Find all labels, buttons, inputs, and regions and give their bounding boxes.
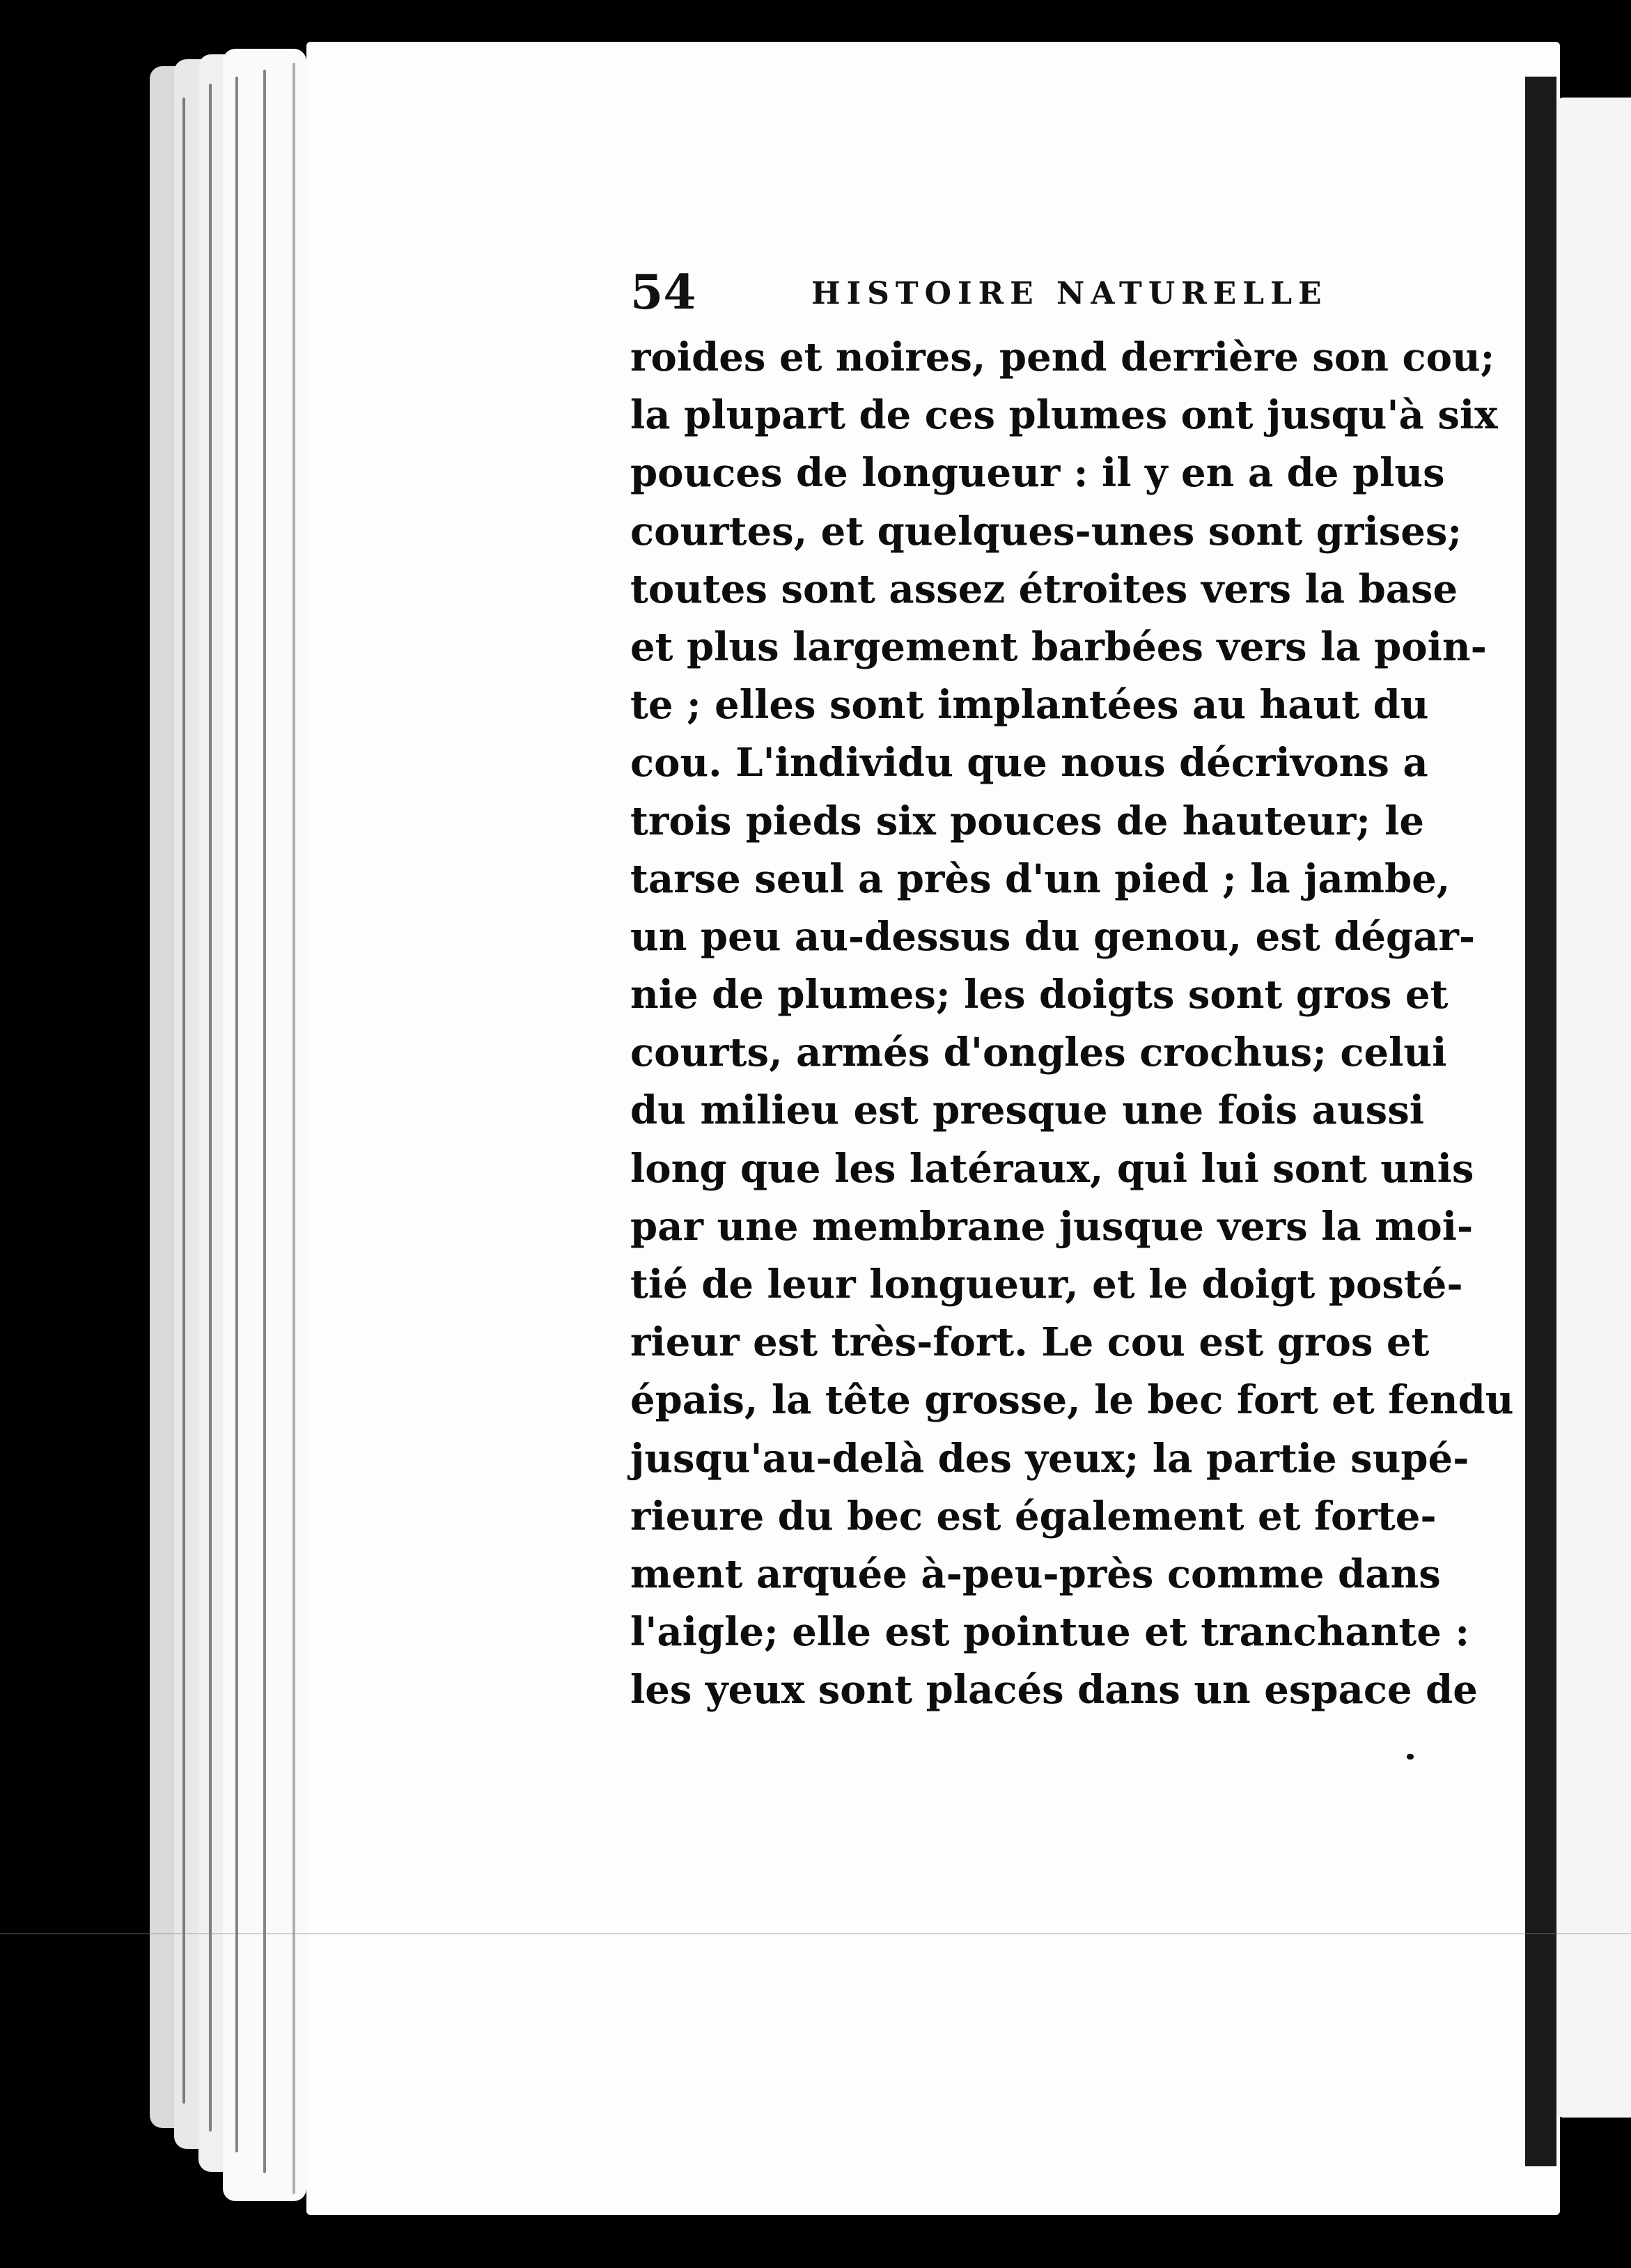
text-line: pouces de longueur : il y en a de plus xyxy=(630,450,1445,497)
text-line: roides et noires, pend derrière son cou; xyxy=(630,334,1495,380)
text-line: l'aigle; elle est pointue et tranchante : xyxy=(630,1609,1470,1656)
body-text xyxy=(630,329,1514,1720)
text-line: trois pieds six pouces de hauteur; le xyxy=(630,798,1424,844)
page-edge-shadow xyxy=(235,77,238,2152)
catchword-mark xyxy=(1407,1754,1414,1760)
facing-page-edge xyxy=(1556,98,1631,2118)
text-line: tié de leur longueur, et le doigt posté- xyxy=(630,1261,1463,1307)
text-line: toutes sont assez étroites vers la base xyxy=(630,566,1458,612)
page-edge-shadow xyxy=(292,63,295,2194)
text-line: ment arquée à-peu-près comme dans xyxy=(630,1551,1441,1597)
text-line: la plupart de ces plumes ont jusqu'à six xyxy=(630,392,1498,439)
text-line: les yeux sont placés dans un espace de xyxy=(630,1667,1478,1714)
binding-gutter xyxy=(1525,77,1556,2166)
text-line: nie de plumes; les doigts sont gros et xyxy=(630,972,1449,1018)
page-edge-shadow xyxy=(182,98,185,2104)
text-line: jusqu'au-delà des yeux; la partie supé- xyxy=(630,1435,1469,1482)
text-line: long que les latéraux, qui lui sont unis xyxy=(630,1145,1474,1192)
text-line: courts, armés d'ongles crochus; celui xyxy=(630,1030,1447,1076)
text-line: un peu au-dessus du genou, est dégar- xyxy=(630,913,1476,960)
scan-line xyxy=(0,1933,1631,1934)
text-line: par une membrane jusque vers la moi- xyxy=(630,1203,1474,1250)
text-line: tarse seul a près d'un pied ; la jambe, xyxy=(630,855,1451,902)
running-title: HISTOIRE NATURELLE xyxy=(811,276,1328,311)
page-edge-shadow xyxy=(209,84,212,2131)
running-head xyxy=(630,265,1424,320)
page-number: 54 xyxy=(630,265,696,320)
text-block xyxy=(630,265,1514,1720)
text-line: te ; elles sont implantées au haut du xyxy=(630,682,1429,729)
text-line: et plus largement barbées vers la poin- xyxy=(630,623,1487,670)
text-line: épais, la tête grosse, le bec fort et fendu xyxy=(630,1377,1514,1424)
text-line: du milieu est presque une fois aussi xyxy=(630,1087,1424,1134)
page-edge-shadow xyxy=(263,70,266,2173)
text-line: cou. L'individu que nous décrivons a xyxy=(630,740,1428,786)
text-line: courtes, et quelques-unes sont grises; xyxy=(630,508,1462,554)
text-line: rieur est très-fort. Le cou est gros et xyxy=(630,1319,1430,1366)
text-line: rieure du bec est également et forte- xyxy=(630,1493,1437,1539)
